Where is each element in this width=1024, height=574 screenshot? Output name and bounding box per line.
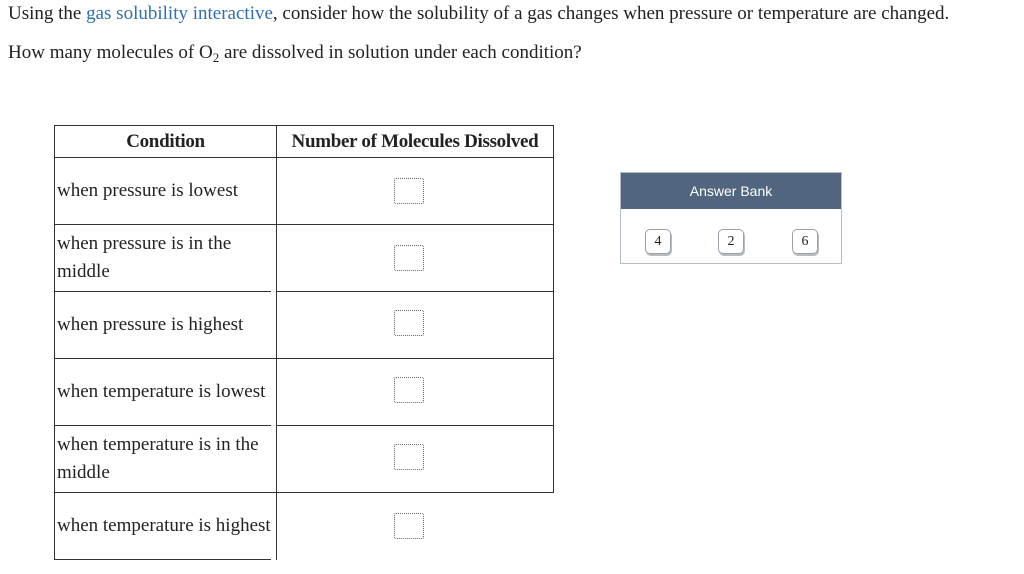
answer-cell — [276, 426, 554, 493]
drop-target[interactable] — [394, 377, 424, 403]
header-number-of-molecules: Number of Molecules Dissolved — [276, 125, 554, 158]
condition-cell — [54, 493, 271, 560]
condition-label: when temperature is in the middle — [57, 434, 259, 483]
condition-cell — [54, 158, 276, 225]
answer-cell — [276, 493, 554, 560]
question-line-1 — [8, 3, 949, 25]
drop-target[interactable] — [394, 513, 424, 539]
answer-chip[interactable]: 6 — [792, 229, 818, 254]
condition-cell — [54, 359, 271, 426]
answer-chip[interactable]: 2 — [718, 229, 744, 254]
drop-target[interactable] — [394, 245, 424, 271]
question-text: are dissolved in solution under each condition? — [219, 42, 582, 63]
question-text: How many molecules of O — [8, 42, 213, 63]
answer-chip[interactable]: 4 — [645, 229, 671, 254]
drop-target[interactable] — [394, 310, 424, 336]
answer-bank-title: Answer Bank — [621, 173, 841, 209]
answer-cell — [276, 292, 554, 359]
condition-cell — [54, 426, 276, 493]
condition-cell — [54, 292, 276, 359]
subscript: 2 — [212, 50, 220, 65]
answer-cell — [276, 158, 554, 225]
answer-cell — [276, 359, 554, 426]
answer-bank — [620, 172, 842, 264]
condition-label: when pressure is highest — [57, 314, 244, 335]
question-text: Using the — [8, 3, 87, 24]
answer-cell — [276, 225, 554, 292]
condition-label: when pressure is lowest — [57, 180, 238, 201]
condition-cell — [54, 225, 271, 292]
header-condition: Condition — [54, 125, 276, 158]
question-line-2 — [8, 42, 582, 66]
drop-target[interactable] — [394, 444, 424, 470]
condition-label: when temperature is highest — [57, 515, 271, 536]
condition-label: when temperature is lowest — [57, 381, 266, 402]
drop-target[interactable] — [394, 178, 424, 204]
question-text: , consider how the solubility of a gas changes when pressure or temperature are changed. — [272, 3, 950, 24]
condition-label: when pressure is in the middle — [57, 233, 232, 282]
gas-solubility-link[interactable]: gas solubility interactive — [86, 3, 273, 24]
